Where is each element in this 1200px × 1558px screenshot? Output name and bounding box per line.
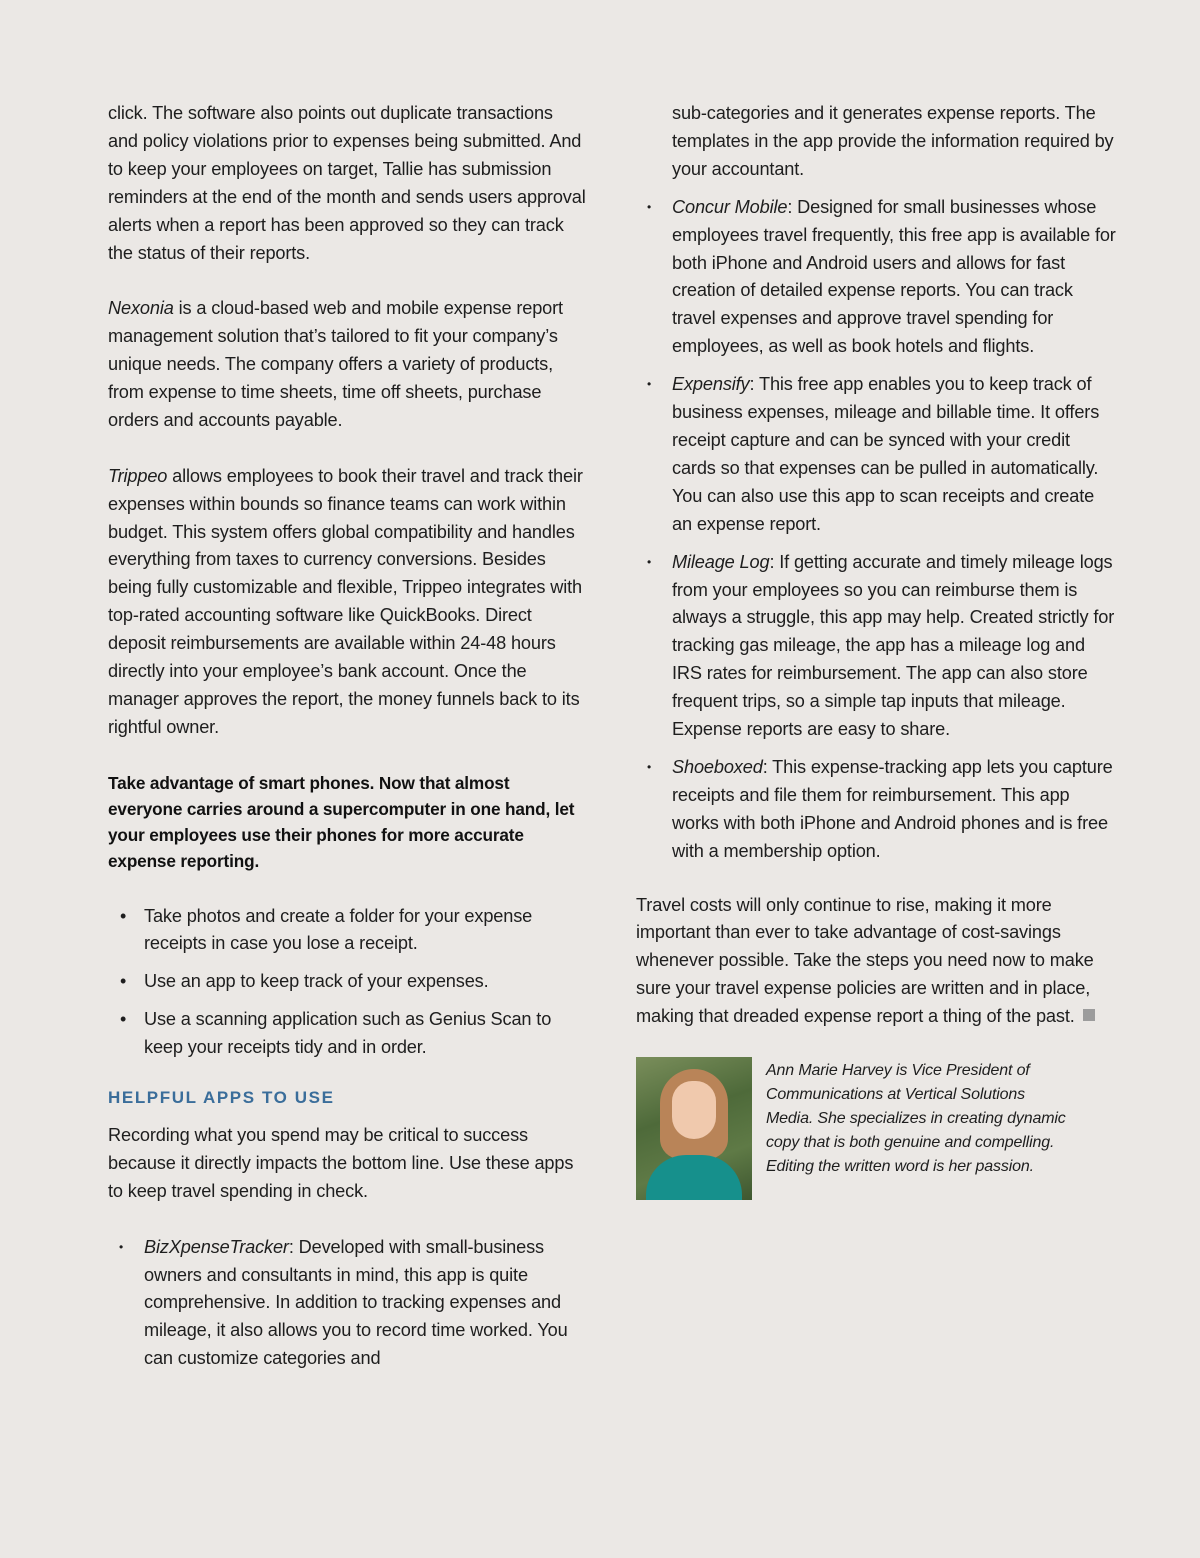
app-name: BizXpenseTracker [144, 1236, 289, 1257]
apps-list-left [108, 1234, 586, 1374]
list-item: • Use an app to keep track of your expenses. [108, 968, 586, 996]
app-text: : This expense-tracking app lets you capture receipts and file them for reimbursement. This app works with both iPhone and Android phones and is free with a membership option. [672, 756, 1113, 861]
author-bio-text: Ann Marie Harvey is Vice President of Communications at Vertical Solutions Media. She specializes in creating dynamic copy that is both genuine and compelling. Editing the written word is her passion. [766, 1062, 1066, 1176]
list-item [636, 549, 1116, 744]
right-column [636, 100, 1116, 1200]
author-photo [636, 1057, 752, 1200]
trippeo-text: allows employees to book their travel and track their expenses within bounds so finance teams can work within budget. This system offers global compatibility and handles everything from taxes to currency conversions. Besides being fully customizable and flexible, Trippeo integrates with top-rated accounting software like QuickBooks. Direct deposit reimbursements are available within 24-48 hours directly into your employee’s bank account. Once the manager approves the report, the money funnels back to its rightful owner. [108, 465, 583, 737]
list-item: • Use a scanning application such as Genius Scan to keep your receipts tidy and in order. [108, 1006, 586, 1062]
apps-list-right [636, 194, 1116, 866]
app-text: : Developed with small-business owners and consultants in mind, this app is quite comprehensive. In addition to tracking expenses and mileage, it also allows you to record time worked. You can customize categories and [144, 1236, 568, 1369]
author-bio [636, 1057, 1116, 1200]
smartphone-lead: Take advantage of smart phones. Now that almost everyone carries around a supercomputer in one hand, let your employees use their phones for more accurate expense reporting. [108, 772, 575, 872]
trippeo-paragraph [108, 463, 586, 742]
intro-paragraph: click. The software also points out duplicate transactions and policy violations prior to expenses being submitted. And to keep your employees on target, Tallie has submission reminders at the end of the month and sends users approval alerts when a report has been approved so they can track the status of their reports. [108, 103, 586, 263]
nexonia-text: is a cloud-based web and mobile expense report management solution that’s tailored to fit your company’s unique needs. The company offers a variety of products, from expense to time sheets, time off sheets, purchase orders and accounts payable. [108, 298, 563, 430]
app-text: : Designed for small businesses whose employees travel frequently, this free app is available for both iPhone and Android users and allows for fast creation of detailed expense reports. You can track travel expenses and approve travel spending for employees, as well as book hotels and flights. [672, 196, 1116, 357]
list-item [636, 754, 1116, 866]
closing-text: Travel costs will only continue to rise, making it more important than ever to take advantage of cost-savings whenever possible. Take the steps you need now to make sure your travel expense policies are written and in place, making that dreaded expense report a thing of the past. [636, 894, 1094, 1027]
bizxpense-continued: sub-categories and it generates expense reports. The templates in the app provide the information required by your accountant. [672, 103, 1114, 179]
helpful-apps-heading: HELPFUL APPS TO USE [108, 1088, 335, 1108]
app-name: Expensify [672, 374, 750, 395]
app-text: : If getting accurate and timely mileage logs from your employees so you can reimburse them is always a struggle, this app may help. Created strictly for tracking gas mileage, the app has a mileage log and IRS rates for reimbursement. The app can also store frequent trips, so a simple tap inputs that mileage. Expense reports are easy to share. [672, 551, 1115, 740]
app-name: Mileage Log [672, 551, 770, 572]
nexonia-paragraph [108, 295, 586, 435]
list-item: • Take photos and create a folder for your expense receipts in case you lose a receipt. [108, 903, 586, 959]
closing-paragraph [636, 892, 1116, 1032]
nexonia-name: Nexonia [108, 298, 174, 319]
trippeo-name: Trippeo [108, 465, 168, 486]
list-item [636, 371, 1116, 538]
list-item [636, 194, 1116, 361]
apps-intro: Recording what you spend may be critical to success because it directly impacts the bottom line. Use these apps to keep travel spending in check. [108, 1125, 574, 1201]
end-mark-icon [1083, 1009, 1095, 1021]
app-text: : This free app enables you to keep track of business expenses, mileage and billable time. It offers receipt capture and can be synced with your credit cards so that expenses can be pulled in automatically. You can also use this app to scan receipts and create an expense report. [672, 374, 1100, 534]
phone-tips-list [108, 903, 586, 1063]
app-name: Shoeboxed [672, 756, 763, 777]
app-name: Concur Mobile [672, 196, 788, 217]
left-column [108, 100, 586, 1383]
list-item [108, 1234, 586, 1374]
